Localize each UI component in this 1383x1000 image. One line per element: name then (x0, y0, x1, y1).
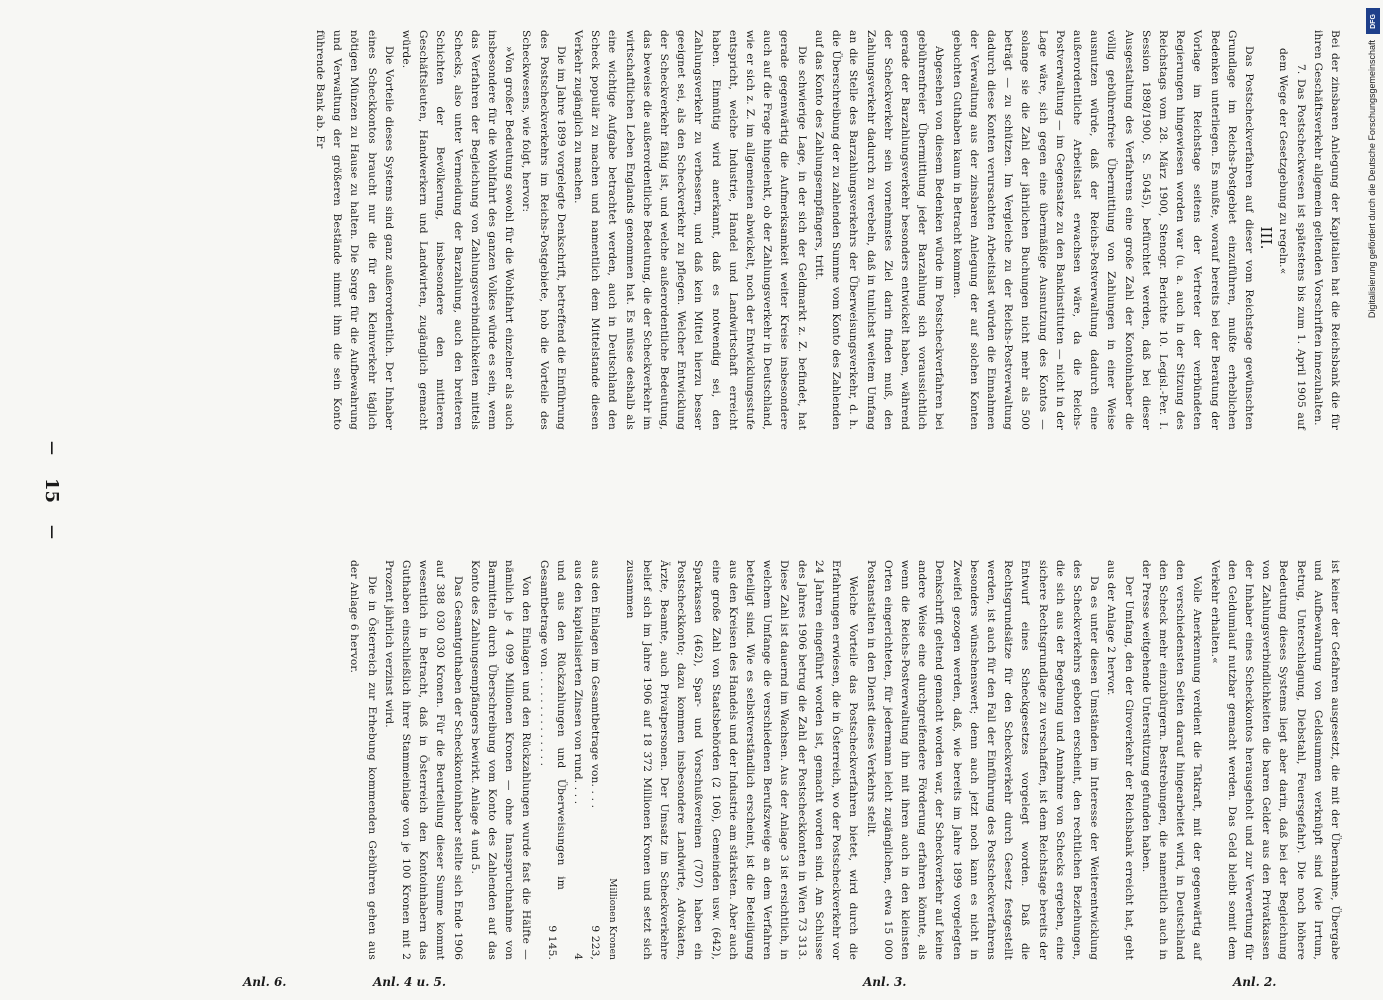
page-number: 15 (41, 477, 63, 503)
body-paragraph: Da es unter diesen Umständen im Interesse der Weiterentwicklung des Scheckverkehrs geboten erscheint, den rechtlichen Beziehungen, die sich aus der Begebung und Annahme von Schecks ergeben, eine sichere Rechtsgrundlage zu verschaffen, ist dem Reichstage bereits der Entwurf eines Scheckgesetzes vorgelegt worden. Daß die Rechtsgrundsätze für den Scheckverkehr durch Gesetz festgestellt werden, ist auch für den Fall der Einführung des Postscheckverfahrens besonders wünschenswert; denn auch jetzt noch kann es nicht in Zweifel gezogen werden, daß, wie bereits im Jahre 1899 vorgelegten Denkschrift geltend gemacht worden war, der Scheckverkehr auf keine andere Weise eine durchgreifendere Förderung erfahren könnte, als wenn die Reichs-Postverwaltung ihn mit ihren auch in den kleinsten Orten eingerichteten, für jedermann leicht zugänglichen, etwa 15 000 Postanstalten in den Dienst dieses Verkehrs stellt. (864, 560, 1101, 960)
page-number-block (42, 440, 62, 540)
body-paragraph: Die schwierige Lage, in der sich der Geldmarkt z. Z. befindet, hat gerade gegenwärtig die Aufmerksamkeit weiter Kreise insbesondere auch auf die Frage hingelenkt, ob der Zahlungsverkehr in Deutschland, wie er sich z. Z. im allgemeinen abwickelt, noch der Entwicklungsstufe entspricht, welche Industrie, Handel und Landwirtschaft erreicht haben. Einmütig wird anerkannt, daß es notwendig sei, den Zahlungsverkehr zu verbessern, und daß kein Mittel hierzu besser geeignet sei, als den Scheckverkehr zu pflegen. Welcher Entwicklung der Scheckverkehr fähig ist, und welche außerordentliche Bedeutung, das beweise die außerordentliche Bedeutung, die der Scheckverkehr im wirtschaftlichen Leben Englands genommen hat. Es müsse deshalb als eine wichtige Aufgabe betrachtet werden, auch in Deutschland den Scheck populär zu machen und namentlich dem Mittelstande diesen Verkehr zugänglich zu machen. (572, 30, 808, 430)
table-cell-value: 9 145. (546, 925, 559, 960)
right-text-column (345, 560, 1343, 960)
body-paragraph: Von den Einlagen und den Rückzahlungen wurde fast die Hälfte — nämlich je 4 099 Millionen Kronen — ohne Inanspruchnahme von Barmitteln durch Überschreibung vom Konto des Zahlenden auf das Konto des Zahlungsempfängers bewirkt. Anlage 4 und 5. (468, 560, 533, 960)
body-paragraph: Die Vorteile dieses Systems sind ganz außerordentlich. Der Inhaber eines Scheckkontos braucht nur die für den Kleinverkehr täglich nötigen Münzen zu Hause zu halten. Die Sorge für die Aufbewahrung und Verwaltung der größeren Bestände nimmt ihm die sein Konto führende Bank ab. Er (314, 30, 395, 430)
money-table (534, 560, 603, 960)
intro-paragraph: Bei der zinsbaren Anlegung der Kapitalien hat die Reichsbank die für ihren Geschäftsverkehr allgemein geltenden Vorschriften innezuhalten. (1311, 30, 1341, 430)
body-paragraph: Volle Anerkennung verdient die Tatkraft, mit der gegenwärtig auf den verschiedensten Seiten darauf hingearbeitet wird, in Deutschland den Scheck mehr einzubürgern. Bestrebungen, die namentlich auch in der Presse weitgehende Unterstützung gefunden haben. (1139, 560, 1204, 960)
body-paragraph: Das Postscheckverfahren auf dieser vom Reichstage gewünschten Grundlage im Reichs-Postgebiet einzuführen, mußte erheblichen Bedenken unterliegen. Es mußte, worauf bereits bei der Beratung der Vorlage im Reichstage seitens der Vertreter der verbündeten Regierungen hingewiesen worden war (u. a. auch in der Sitzung des Reichstags vom 28. März 1900, Stenogr. Berichte 10. Legisl.-Per. I. Session 1898/1900, S. 5045), befürchtet werden, daß bei dieser Ausgestaltung des Verfahrens eine große Zahl der Kontoinhaber die völlig gebührenfreie Übermittlung von Zahlungen in einer Weise ausnutzen würde, daß der Reichs-Postverwaltung dadurch eine außerordentliche Arbeitslast erwachsen wäre, da die Reichs-Postverwaltung — im Gegensatze zu den Bankinstituten — nicht in der Lage wäre, sich gegen eine übermäßige Ausnutzung des Kontos — solange sie die Zahl der jährlichen Buchungen nicht mehr als 500 beträgt — zu schützen. Im Vergleiche zu der Reichs-Postverwaltung dadurch diese Konten verursachten Arbeitslast würden die Einnahmen der Verwaltung aus der zinsbaren Anlegung der auf solchen Konten gebuchten Guthaben kaum in Betracht kommen. (950, 30, 1255, 430)
body-paragraph: ist keiner der Gefahren ausgesetzt, die mit der Übernahme, Übergabe und Aufbewahrung von Geldsummen verknüpft sind (wie Irrtum, Betrug, Unterschlagung, Diebstahl, Feuersgefahr). Die noch höhere Bedeutung dieses Systems liegt aber darin, daß bei der Begleichung von Zahlungsverbindlichkeiten die baren Gelder aus den Privatkassen der Inhaber eines Scheckkontos herausgeholt und zur Verwertung für den Geldumlauf nutzbar gemacht werden. Das Geld bleibt somit dem Verkehr erhalten.« (1208, 560, 1341, 960)
table-cell-value: 4 (572, 953, 585, 960)
dfg-logo: DFG (1366, 8, 1380, 34)
table-cell-label: aus den kapitalisierten Zinsen von rund. . . . (572, 560, 585, 805)
table-cell-label: und aus den Rückzahlungen und Überweisungen im Gesamtbetrage von . . . . . . . . . . . . . . (537, 560, 567, 890)
body-paragraph: Der Umfang, den der Giroverkehr der Reichsbank erreicht hat, geht aus der Anlage 2 hervor. (1105, 560, 1135, 960)
margin-note-anl-4-5: Anl. 4 u. 5. (373, 975, 447, 989)
digitization-credit: Digitalisierung gefördert durch die Deutsche Forschungsgemeinschaft (1367, 40, 1377, 319)
page-dash-top: — (44, 441, 60, 455)
body-paragraph: Welche Vorteile das Postscheckverfahren bietet, wird durch die Erfahrungen erwiesen, die in Österreich, wo der Postscheckverkehr vor 24 Jahren eingeführt worden ist, gemacht worden sind. Am Schlusse des Jahres 1906 betrug die Zahl der Postscheckkonten in Wien 73 313. Diese Zahl ist dauernd im Wachsen. Aus der Anlage 3 ist ersichtlich, in welchem Umfange die verschiedenen Berufszweige an dem Verfahren beteiligt sind. Wie es selbstverständlich erscheint, ist die Beteiligung aus den Kreisen des Handels und der Industrie am stärksten. Aber auch eine große Zahl von Staatsbehörden (2 106), Gemeinden usw. (642), Sparkassen (462), Spar- und Vorschußvereinen (707) haben ein Postscheckkonto; dazu kommen insbesondere Landwirte, Advokaten, Ärzte, Beamte, auch Privatpersonen. Der Umsatz im Scheckverkehre belief sich im Jahre 1906 auf 18 372 Millionen Kronen und setzt sich zusammen (623, 560, 860, 960)
margin-note-anl-2: Anl. 2. (1233, 975, 1277, 989)
body-paragraph: »Von großer Bedeutung sowohl für die Wohlfahrt einzelner als auch insbesondere für die Wohlfahrt des ganzen Volkes würde es sein, wenn das Verfahren der Begleichung von Zahlungsverbindlichkeiten mittels Schecks, also unter Vermeidung der Barzahlung, auch den breiteren Schichten der Bevölkerung, insbesondere den mittleren Geschäftsleuten, Handwerkern und Landwirten, zugänglich gemacht würde. (400, 30, 516, 430)
section-heading: III. (1257, 226, 1276, 250)
table-cell-value: 9 223, (589, 925, 602, 960)
margin-note-anl-6: Anl. 6. (243, 975, 287, 989)
body-paragraph: Abgesehen von diesem Bedenken würde im Postscheckverfahren bei gebührenfreier Übermittlung jeder Barzahlung sich voraussichtlich gerade der Barzahlungsverkehr besonders entwickelt haben, während der Scheckverkehr sein vornehmstes Ziel darin finden muß, den Zahlungsverkehr dadurch zu verebeln, daß in tunlichst weitem Umfang an die Stelle des Barzahlungsverkehrs der Überweisungsverkehr, d. h. die Überschreibung der zu zahlenden Summe vom Konto des Zahlenden auf das Konto des Zahlungsempfängers, tritt. (812, 30, 946, 430)
money-unit-label: Millionen Kronen (607, 878, 618, 960)
item-7-paragraph: 7. Das Postscheckwesen ist spätestens bis zum 1. April 1905 auf dem Wege der Gesetzgebung zu regeln.« (1277, 48, 1307, 430)
body-paragraph: Das Gesamtguthaben der Scheckkontoinhaber stellte sich Ende 1906 auf 388 030 030 Kronen. Für die Beurteilung dieser Summe kommt wesentlich in Betracht, daß in Österreich den Kontoinhabern das Guthaben einschließlich ihrer Stammeinlage von je 100 Kronen mit 2 Prozent jährlich verzinst wird. (382, 560, 464, 960)
table-row (586, 560, 603, 960)
left-text-column (311, 30, 1343, 430)
table-row (569, 560, 586, 960)
body-paragraph: Die im Jahre 1899 vorgelegte Denkschrift, betreffend die Einführung des Postscheckverkehrs im Reichs-Postgebiete, hob die Vorteile des Scheckwesens, wie folgt, hervor: (520, 30, 567, 430)
page-dash-bottom: — (44, 525, 60, 539)
margin-note-anl-3: Anl. 3. (863, 975, 907, 989)
body-paragraph: Die in Österreich zur Erhebung kommenden Gebühren gehen aus der Anlage 6 hervor. (348, 560, 378, 960)
table-cell-label: aus den Einlagen im Gesamtbetrage von. . . . (589, 560, 602, 809)
table-row (534, 560, 568, 960)
